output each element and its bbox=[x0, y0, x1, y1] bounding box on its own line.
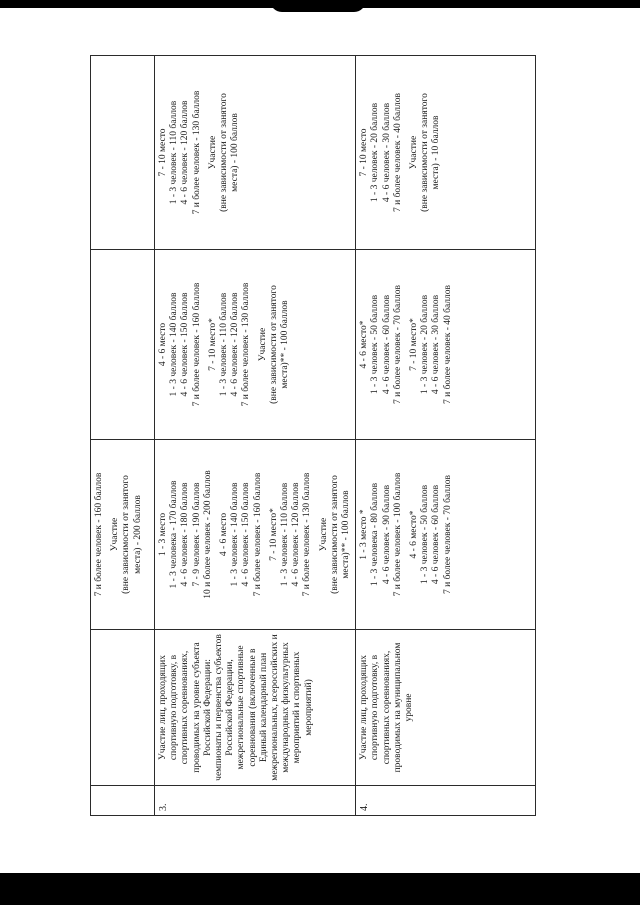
points-line: 4 - 6 человек - 120 баллов bbox=[230, 292, 241, 397]
points-line: 1 - 3 человек - 50 баллов bbox=[370, 294, 381, 395]
points-line: 1 - 3 человек - 50 баллов bbox=[420, 484, 431, 585]
points-lines bbox=[110, 444, 144, 625]
points-lines bbox=[319, 444, 353, 625]
points-line: 1 - 3 человек - 140 баллов bbox=[230, 482, 241, 587]
points-cell bbox=[155, 56, 356, 250]
points-line: 7 и более человек - 70 баллов bbox=[442, 475, 453, 594]
points-lines bbox=[258, 254, 292, 435]
points-line: 1 - 3 человек - 110 баллов bbox=[280, 482, 291, 587]
points-line: 4 - 6 человек - 90 баллов bbox=[381, 484, 392, 585]
points-line: 1 - 3 место bbox=[158, 512, 168, 557]
points-cell bbox=[155, 440, 356, 630]
document-page bbox=[90, 56, 522, 816]
points-line: 1 - 3 человек - 20 баллов bbox=[420, 294, 431, 395]
table-row bbox=[155, 56, 356, 816]
points-cell bbox=[356, 56, 536, 250]
row-name: Участие лиц, проходящих спортивную подготовку, в спортивных соревнованиях, проводимых на муниципальном уровне bbox=[356, 630, 536, 786]
points-line: места) - 10 баллов bbox=[431, 115, 442, 190]
points-line: 7 - 9 человек - 190 баллов bbox=[191, 482, 202, 587]
points-line: 7 - 10 место bbox=[158, 128, 168, 177]
points-lines bbox=[409, 444, 454, 625]
points-line: 4 - 6 человек - 120 баллов bbox=[291, 482, 302, 587]
points-line: (вне зависимости от занятого bbox=[219, 93, 230, 212]
points-line: (вне зависимости от занятого bbox=[420, 93, 431, 212]
points-line: 7 - 10 место* bbox=[268, 508, 279, 561]
points-line: 4 - 6 человек - 30 баллов bbox=[381, 102, 392, 203]
row-number: 4. bbox=[356, 786, 536, 816]
row-name-cell bbox=[91, 630, 155, 786]
points-line: 4 - 6 человек - 150 баллов bbox=[180, 292, 191, 397]
points-line: 7 и более человек - 130 баллов bbox=[191, 90, 202, 215]
points-line: 1 - 3 человек - 140 баллов bbox=[169, 292, 180, 397]
points-line: 1 - 3 человек - 110 баллов bbox=[169, 100, 180, 205]
points-line: 7 и более человек - 70 баллов bbox=[392, 285, 403, 404]
points-line: места)** - 100 баллов bbox=[280, 300, 291, 389]
points-line: 4 - 6 человек - 60 баллов bbox=[381, 294, 392, 395]
points-lines bbox=[158, 444, 214, 625]
points-table bbox=[90, 55, 536, 816]
points-line: 7 и более человек - 100 баллов bbox=[392, 472, 403, 597]
points-line: 7 - 10 место* bbox=[207, 318, 218, 371]
points-lines bbox=[208, 254, 253, 435]
points-line: Участие bbox=[409, 135, 420, 170]
points-cell bbox=[155, 250, 356, 440]
points-line: 1 - 3 человека - 80 баллов bbox=[370, 482, 381, 587]
points-lines bbox=[269, 444, 314, 625]
points-line: 1 - 3 человека - 170 баллов bbox=[169, 480, 180, 589]
points-line: 4 - 6 место bbox=[158, 322, 168, 367]
points-line: 7 и более человек - 160 баллов bbox=[191, 282, 202, 407]
points-line: 4 - 6 человек - 60 баллов bbox=[431, 484, 442, 585]
points-line: (вне зависимости от занятого bbox=[268, 285, 279, 404]
row-number-cell bbox=[91, 786, 155, 816]
points-line: 4 - 6 человек - 180 баллов bbox=[180, 482, 191, 587]
points-line: 7 и более человек - 160 баллов bbox=[94, 472, 104, 597]
points-line: (вне зависимости от занятого bbox=[329, 475, 340, 594]
points-line: 7 и более человек - 130 баллов bbox=[302, 472, 313, 597]
points-cell bbox=[356, 250, 536, 440]
points-lines bbox=[219, 444, 264, 625]
points-line: 4 - 6 место* bbox=[409, 510, 420, 559]
points-line: 1 - 3 человек - 110 баллов bbox=[219, 292, 230, 397]
points-lines bbox=[158, 254, 203, 435]
points-line: Участие bbox=[110, 517, 121, 552]
scan-bottom-edge bbox=[0, 873, 640, 905]
points-line: 7 - 10 место* bbox=[409, 318, 420, 371]
points-line: 4 - 6 человек - 150 баллов bbox=[241, 482, 252, 587]
points-line: 7 и более человек - 40 баллов bbox=[442, 285, 453, 404]
points-line: 4 - 6 место* bbox=[359, 320, 370, 369]
points-line: (вне зависимости от занятого bbox=[121, 475, 132, 594]
points-line: 7 и более человек - 160 баллов bbox=[252, 472, 263, 597]
points-line: места) - 100 баллов bbox=[230, 113, 241, 192]
points-lines bbox=[158, 60, 203, 245]
scan-top-tab bbox=[270, 0, 366, 12]
rotated-table-wrapper bbox=[90, 56, 522, 816]
points-line: 7 и более человек - 130 баллов bbox=[241, 282, 252, 407]
row-name: Участие лиц, проходящих спортивную подготовку, в спортивных соревнованиях, проводимых на уровне субъекта Российской Федерации: чемпионаты и первенства субъектов Российской Федерации, межрегиональные спортивные соревнования (включенные в Единый календарный план межрегиональных, всероссийских и международных физкультурных мероприятий и спортивных мероприятий) bbox=[155, 630, 356, 786]
points-line: 1 - 3 место * bbox=[359, 509, 370, 560]
points-line: 7 - 10 место bbox=[359, 128, 370, 177]
row-number: 3. bbox=[155, 786, 356, 816]
points-lines bbox=[409, 60, 443, 245]
points-cell bbox=[91, 440, 155, 630]
points-line: 7 и более человек - 40 баллов bbox=[392, 93, 403, 212]
points-cell bbox=[91, 250, 155, 440]
table-row bbox=[356, 56, 536, 816]
points-line: 4 - 6 человек - 120 баллов bbox=[180, 100, 191, 205]
points-line: места)** - 100 баллов bbox=[341, 490, 352, 579]
points-line: Участие bbox=[207, 135, 218, 170]
points-lines bbox=[409, 254, 454, 435]
points-lines bbox=[359, 254, 404, 435]
points-lines bbox=[359, 60, 404, 245]
points-line: Участие bbox=[318, 517, 329, 552]
points-lines bbox=[208, 60, 242, 245]
points-lines bbox=[359, 444, 404, 625]
points-line: 4 - 6 человек - 30 баллов bbox=[431, 294, 442, 395]
points-lines bbox=[94, 444, 105, 625]
points-line: 10 и более человек - 200 баллов bbox=[202, 470, 213, 599]
points-line: Участие bbox=[257, 327, 268, 362]
points-cell bbox=[356, 440, 536, 630]
points-line: 4 - 6 место bbox=[219, 512, 230, 557]
points-line: места) - 200 баллов bbox=[132, 495, 143, 574]
table-row bbox=[91, 56, 155, 816]
points-line: 1 - 3 человек - 20 баллов bbox=[370, 102, 381, 203]
points-cell bbox=[91, 56, 155, 250]
